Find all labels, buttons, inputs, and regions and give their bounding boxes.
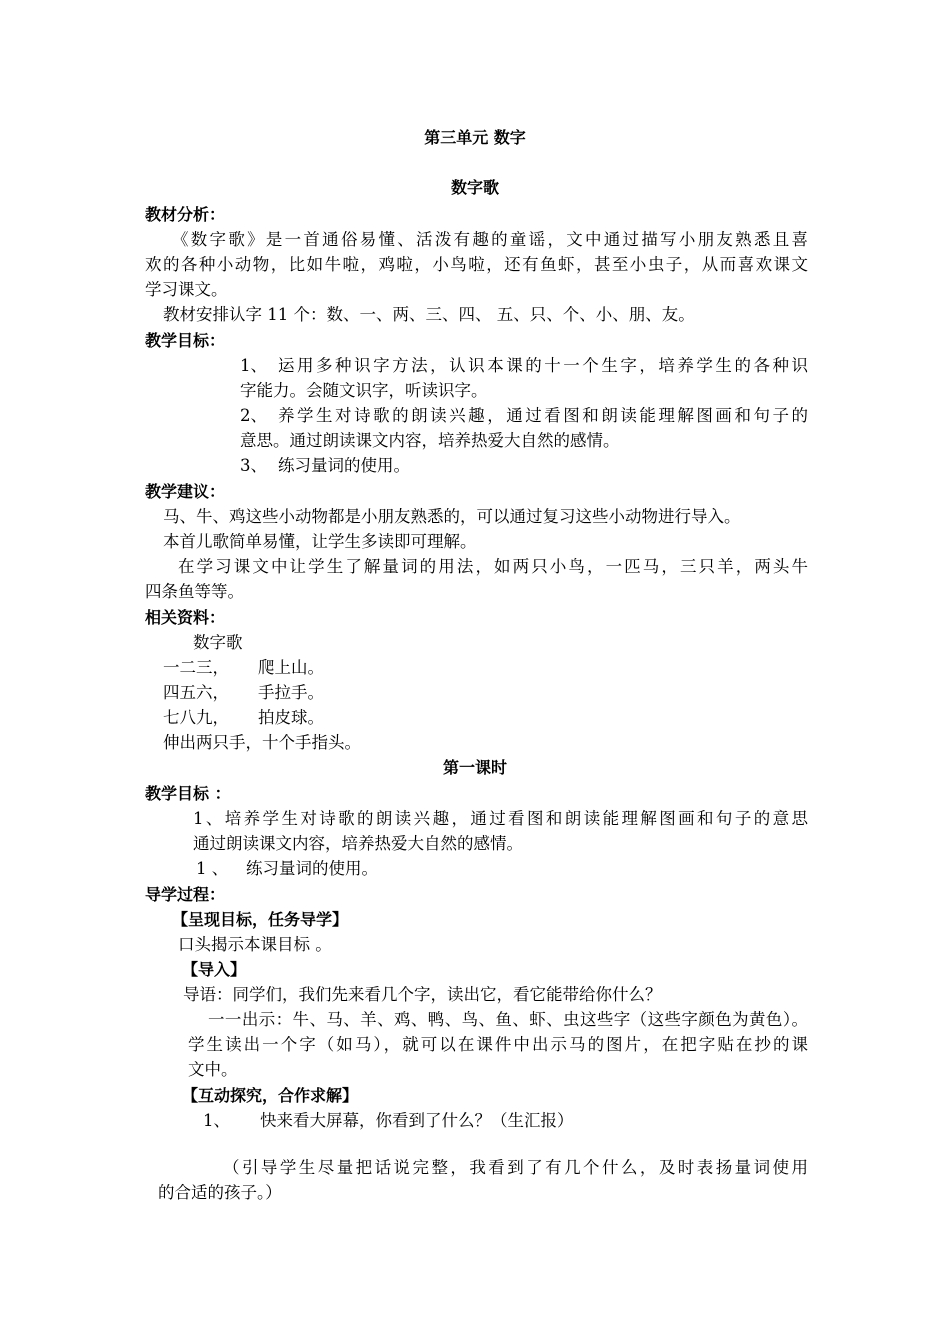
process-step-2-para-line-3: 文中。 [188,1060,238,1079]
first-period-title: 第一课时 [442,758,507,777]
first-period-goal-1-line-2: 通过朗读课文内容，培养热爱大自然的感情。 [193,834,523,853]
process-heading: 导学过程： [145,885,226,904]
teaching-suggestions-heading: 教学建议： [145,482,226,501]
suggestion-line-4: 四条鱼等等。 [145,582,244,601]
first-period-goal-1-line-1: 1、培养学生对诗歌的朗读兴趣，通过看图和朗读能理解图画和句子的意思 [193,809,808,828]
poem-line-3-a: 七八九， [163,708,229,727]
poem-line-1-a: 一二三， [163,658,229,677]
material-analysis-line-2: 欢的各种小动物，比如牛啦，鸡啦，小鸟啦，还有鱼虾，甚至小虫子，从而喜欢课文 [145,255,808,274]
poem-line-3-b: 拍皮球。 [258,708,324,727]
process-step-3-item-text: 快来看大屏幕，你看到了什么？（生汇报） [260,1111,574,1130]
goal-1-number: 1、 [240,356,267,375]
suggestion-line-1: 马、牛、鸡这些小动物都是小朋友熟悉的，可以通过复习这些小动物进行导入。 [163,507,741,526]
suggestion-line-2: 本首儿歌简单易懂，让学生多读即可理解。 [163,532,477,551]
process-step-2-line-1: 导语：同学们，我们先来看几个字，读出它，看它能带给你什么？ [183,985,662,1004]
related-materials-heading: 相关资料： [145,608,226,627]
suggestion-line-3: 在学习课文中让学生了解量词的用法，如两只小鸟，一匹马，三只羊，两头牛 [178,557,808,576]
goal-3-number: 3、 [240,456,267,475]
process-step-3-title: 【互动探究，合作求解】 [182,1086,359,1105]
process-step-2-title: 【导入】 [182,960,247,979]
process-step-2-para-line-1: 一一出示：牛、马、羊、鸡、鸭、鸟、鱼、虾、虫这些字（这些字颜色为黄色）。 [208,1010,808,1029]
process-step-1-text: 口头揭示本课目标 。 [178,935,332,954]
teaching-goals-heading: 教学目标： [145,331,226,350]
first-period-goals-heading: 教学目标 ： [145,784,231,803]
material-analysis-heading: 教材分析： [145,205,226,224]
poem-line-1-b: 爬上山。 [258,658,324,677]
goal-2-line-2: 意思。通过朗读课文内容，培养热爱大自然的感情。 [240,431,620,450]
process-step-3-note-line-1: （引导学生尽量把话说完整，我看到了有几个什么，及时表扬量词使用 [223,1158,808,1177]
unit-title: 第三单元 数字 [424,128,526,147]
poem-line-2-b: 手拉手。 [258,683,324,702]
goal-1-line-2: 字能力。会随文识字，听读识字。 [240,381,488,400]
poem-title: 数字歌 [193,633,243,652]
goal-3-text: 练习量词的使用。 [278,456,410,475]
goal-2-number: 2、 [240,406,267,425]
process-step-2-para-line-2: 学生读出一个字（如马），就可以在课件中出示马的图片，在把字贴在抄的课 [188,1035,808,1054]
material-analysis-line-1: 《数字歌》是一首通俗易懂、活泼有趣的童谣，文中通过描写小朋友熟悉且喜 [172,230,808,249]
first-period-goal-2-number: 1 、 [196,859,229,878]
first-period-goal-2-text: 练习量词的使用。 [246,859,378,878]
lesson-title: 数字歌 [450,178,499,197]
material-analysis-line-3: 学习课文。 [145,280,228,299]
goal-1-line-1: 运用多种识字方法，认识本课的十一个生字，培养学生的各种识 [278,356,808,375]
poem-line-4: 伸出两只手，十个手指头。 [163,733,361,752]
poem-line-2-a: 四五六， [163,683,229,702]
process-step-3-item-number: 1、 [203,1111,230,1130]
material-analysis-characters: 教材安排认字 11 个：数、一、两、三、四、 五、只、个、小、朋、友。 [163,305,695,324]
process-step-1-title: 【呈现目标，任务导学】 [172,910,349,929]
goal-2-line-1: 养学生对诗歌的朗读兴趣，通过看图和朗读能理解图画和句子的 [278,406,808,425]
process-step-3-note-line-2: 的合适的孩子。） [158,1183,282,1202]
